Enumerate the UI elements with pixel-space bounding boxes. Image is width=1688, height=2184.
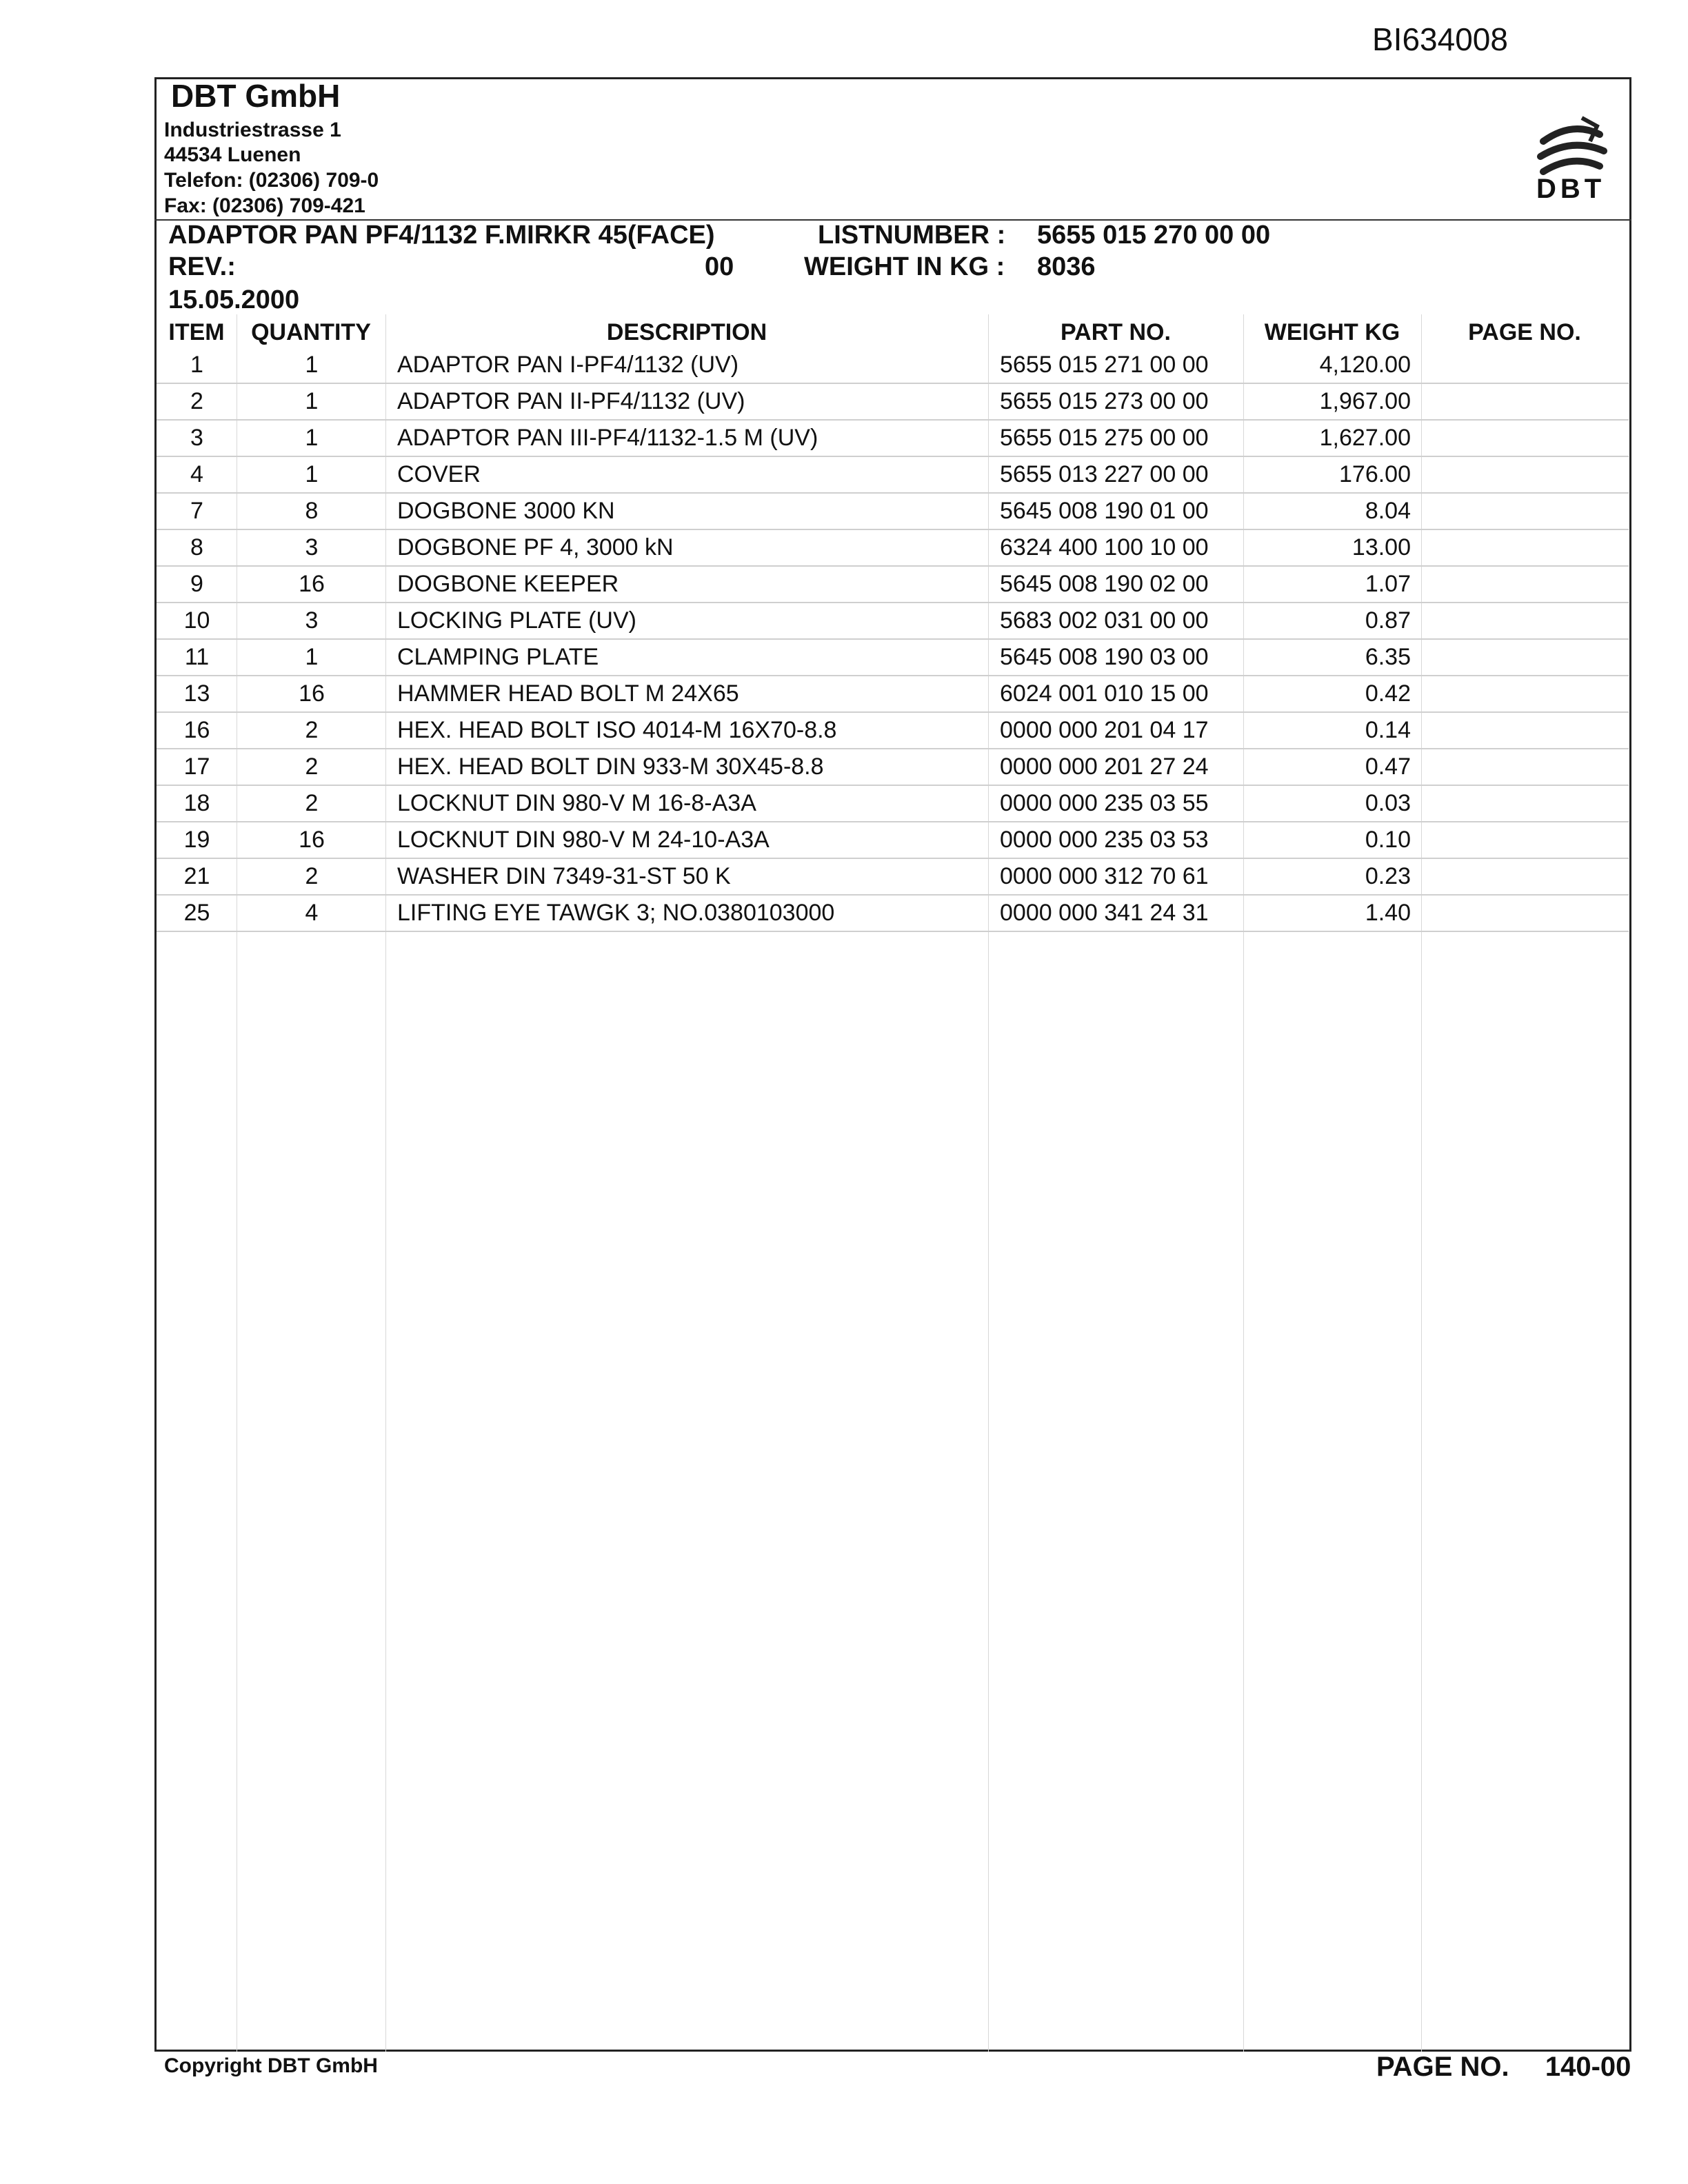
listnumber-value: 5655 015 270 00 00 xyxy=(1037,221,1271,250)
cell-item: 8 xyxy=(157,529,237,566)
company-city: 44534 Luenen xyxy=(164,143,301,166)
table-row xyxy=(157,456,1629,493)
cell-weight: 4,120.00 xyxy=(1244,347,1422,383)
cell-description: ADAPTOR PAN II-PF4/1132 (UV) xyxy=(386,383,989,420)
cell-weight: 0.87 xyxy=(1244,603,1422,639)
cell-description: HEX. HEAD BOLT ISO 4014-M 16X70-8.8 xyxy=(386,712,989,749)
cell-description: HEX. HEAD BOLT DIN 933-M 30X45-8.8 xyxy=(386,749,989,785)
cell-quantity: 1 xyxy=(237,383,386,420)
cell-weight: 0.42 xyxy=(1244,676,1422,712)
table-row xyxy=(157,493,1629,529)
cell-quantity: 16 xyxy=(237,822,386,858)
cell-weight: 0.14 xyxy=(1244,712,1422,749)
cell-page-no xyxy=(1422,456,1629,493)
cell-quantity: 8 xyxy=(237,493,386,529)
cell-item: 13 xyxy=(157,676,237,712)
cell-description: DOGBONE PF 4, 3000 kN xyxy=(386,529,989,566)
company-fax: Fax: (02306) 709-421 xyxy=(164,194,365,217)
cell-page-no xyxy=(1422,858,1629,895)
cell-page-no xyxy=(1422,822,1629,858)
header-part-no: PART NO. xyxy=(1061,318,1171,345)
cell-quantity: 1 xyxy=(237,639,386,676)
cell-description: LOCKING PLATE (UV) xyxy=(386,603,989,639)
cell-part-no: 0000 000 341 24 31 xyxy=(989,895,1244,931)
cell-item: 25 xyxy=(157,895,237,931)
cell-quantity: 2 xyxy=(237,712,386,749)
cell-page-no xyxy=(1422,420,1629,456)
cell-item: 10 xyxy=(157,603,237,639)
cell-page-no xyxy=(1422,529,1629,566)
cell-part-no: 5645 008 190 03 00 xyxy=(989,639,1244,676)
cell-weight: 1,967.00 xyxy=(1244,383,1422,420)
cell-item: 16 xyxy=(157,712,237,749)
header-page-no: PAGE NO. xyxy=(1468,318,1581,345)
document-date: 15.05.2000 xyxy=(168,285,300,314)
header-weight: WEIGHT KG xyxy=(1264,318,1400,345)
cell-part-no: 5683 002 031 00 00 xyxy=(989,603,1244,639)
cell-page-no xyxy=(1422,749,1629,785)
cell-item: 18 xyxy=(157,785,237,822)
cell-part-no: 0000 000 312 70 61 xyxy=(989,858,1244,895)
cell-weight: 8.04 xyxy=(1244,493,1422,529)
cell-quantity: 3 xyxy=(237,603,386,639)
cell-description: DOGBONE 3000 KN xyxy=(386,493,989,529)
cell-weight: 176.00 xyxy=(1244,456,1422,493)
table-row xyxy=(157,749,1629,785)
table-row xyxy=(157,420,1629,456)
cell-weight: 13.00 xyxy=(1244,529,1422,566)
table-row xyxy=(157,785,1629,822)
rev-value: 00 xyxy=(705,252,734,281)
cell-part-no: 0000 000 235 03 55 xyxy=(989,785,1244,822)
weight-value: 8036 xyxy=(1037,252,1096,281)
table-row xyxy=(157,822,1629,858)
cell-part-no: 5655 015 271 00 00 xyxy=(989,347,1244,383)
parts-table xyxy=(157,347,1629,932)
company-name: DBT GmbH xyxy=(171,78,341,114)
cell-description: DOGBONE KEEPER xyxy=(386,566,989,603)
cell-weight: 0.23 xyxy=(1244,858,1422,895)
cell-item: 19 xyxy=(157,822,237,858)
cell-description: HAMMER HEAD BOLT M 24X65 xyxy=(386,676,989,712)
cell-quantity: 2 xyxy=(237,785,386,822)
table-row xyxy=(157,383,1629,420)
cell-part-no: 5645 008 190 02 00 xyxy=(989,566,1244,603)
cell-quantity: 16 xyxy=(237,676,386,712)
cell-weight: 1,627.00 xyxy=(1244,420,1422,456)
company-street: Industriestrasse 1 xyxy=(164,119,341,141)
cell-item: 3 xyxy=(157,420,237,456)
table-row xyxy=(157,676,1629,712)
cell-quantity: 1 xyxy=(237,420,386,456)
document-id: BI634008 xyxy=(1372,21,1508,57)
cell-description: LOCKNUT DIN 980-V M 24-10-A3A xyxy=(386,822,989,858)
table-row xyxy=(157,712,1629,749)
cell-page-no xyxy=(1422,785,1629,822)
cell-quantity: 1 xyxy=(237,456,386,493)
header-quantity: QUANTITY xyxy=(251,318,371,345)
cell-weight: 1.07 xyxy=(1244,566,1422,603)
cell-item: 17 xyxy=(157,749,237,785)
cell-part-no: 6324 400 100 10 00 xyxy=(989,529,1244,566)
cell-part-no: 5655 013 227 00 00 xyxy=(989,456,1244,493)
cell-description: CLAMPING PLATE xyxy=(386,639,989,676)
logo-text: DBT xyxy=(1536,174,1606,204)
cell-page-no xyxy=(1422,347,1629,383)
cell-item: 7 xyxy=(157,493,237,529)
cell-quantity: 16 xyxy=(237,566,386,603)
table-row xyxy=(157,858,1629,895)
cell-part-no: 0000 000 201 04 17 xyxy=(989,712,1244,749)
cell-part-no: 5655 015 275 00 00 xyxy=(989,420,1244,456)
cell-part-no: 5655 015 273 00 00 xyxy=(989,383,1244,420)
cell-page-no xyxy=(1422,383,1629,420)
cell-item: 11 xyxy=(157,639,237,676)
footer-page-number xyxy=(1376,2052,1631,2083)
company-phone: Telefon: (02306) 709-0 xyxy=(164,169,379,192)
table-row xyxy=(157,347,1629,383)
assembly-title: ADAPTOR PAN PF4/1132 F.MIRKR 45(FACE) xyxy=(168,221,715,250)
cell-weight: 0.03 xyxy=(1244,785,1422,822)
weight-label: WEIGHT IN KG : xyxy=(804,252,1005,281)
listnumber-label: LISTNUMBER : xyxy=(818,221,1006,250)
cell-quantity: 1 xyxy=(237,347,386,383)
cell-description: ADAPTOR PAN I-PF4/1132 (UV) xyxy=(386,347,989,383)
cell-page-no xyxy=(1422,603,1629,639)
table-row xyxy=(157,529,1629,566)
cell-weight: 1.40 xyxy=(1244,895,1422,931)
cell-item: 4 xyxy=(157,456,237,493)
cell-page-no xyxy=(1422,566,1629,603)
cell-part-no: 0000 000 235 03 53 xyxy=(989,822,1244,858)
table-row xyxy=(157,566,1629,603)
cell-quantity: 3 xyxy=(237,529,386,566)
cell-description: LOCKNUT DIN 980-V M 16-8-A3A xyxy=(386,785,989,822)
page-number-value: 140-00 xyxy=(1545,2052,1631,2082)
cell-description: COVER xyxy=(386,456,989,493)
cell-weight: 0.47 xyxy=(1244,749,1422,785)
rev-label: REV.: xyxy=(168,252,236,281)
header-description: DESCRIPTION xyxy=(606,318,767,345)
cell-quantity: 4 xyxy=(237,895,386,931)
cell-part-no: 0000 000 201 27 24 xyxy=(989,749,1244,785)
table-row xyxy=(157,895,1629,931)
page-number-label: PAGE NO. xyxy=(1376,2052,1509,2082)
cell-item: 2 xyxy=(157,383,237,420)
cell-page-no xyxy=(1422,895,1629,931)
cell-quantity: 2 xyxy=(237,749,386,785)
cell-part-no: 6024 001 010 15 00 xyxy=(989,676,1244,712)
cell-page-no xyxy=(1422,712,1629,749)
cell-page-no xyxy=(1422,639,1629,676)
cell-item: 21 xyxy=(157,858,237,895)
cell-quantity: 2 xyxy=(237,858,386,895)
table-row xyxy=(157,603,1629,639)
cell-description: ADAPTOR PAN III-PF4/1132-1.5 M (UV) xyxy=(386,420,989,456)
cell-description: WASHER DIN 7349-31-ST 50 K xyxy=(386,858,989,895)
cell-weight: 0.10 xyxy=(1244,822,1422,858)
header-item: ITEM xyxy=(168,318,225,345)
cell-weight: 6.35 xyxy=(1244,639,1422,676)
table-row xyxy=(157,639,1629,676)
cell-description: LIFTING EYE TAWGK 3; NO.0380103000 xyxy=(386,895,989,931)
cell-page-no xyxy=(1422,676,1629,712)
cell-item: 9 xyxy=(157,566,237,603)
cell-item: 1 xyxy=(157,347,237,383)
cell-part-no: 5645 008 190 01 00 xyxy=(989,493,1244,529)
cell-page-no xyxy=(1422,493,1629,529)
copyright-note: Copyright DBT GmbH xyxy=(164,2054,378,2077)
